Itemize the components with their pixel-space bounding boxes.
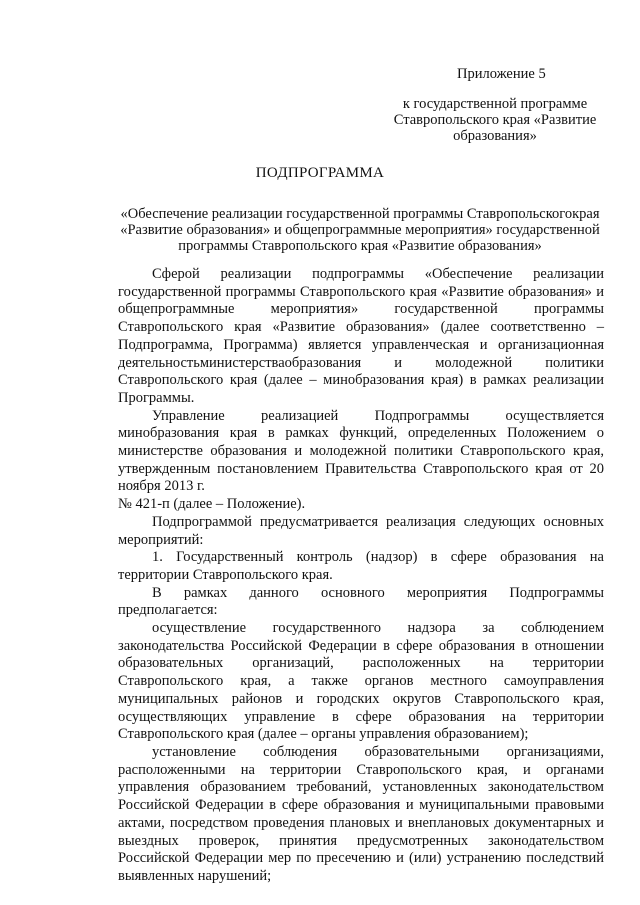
paragraph: Подпрограммой предусматривается реализация следующих основных мероприятий:	[118, 513, 604, 548]
page-title: ПОДПРОГРАММА	[255, 165, 385, 181]
appendix-block	[395, 66, 595, 144]
paragraph: установление соблюдения образовательными организациями, расположенными на территории Ставропольского края, и органами управления образованием требований, установленных законодательством Российской Федерации в сфере образования и муниципальными правовыми актами, посредством проведения плановых и внеплановых документарных и выездных проверок, принятия предусмотренных законодательством Российской Федерации мер по пресечению и (или) устранению последствий выявленных нарушений;	[118, 743, 604, 884]
body-text	[118, 266, 604, 886]
paragraph: осуществление государственного надзора за соблюдением законодательства Российской Федерации в сфере образования в отношении образовательных организаций, расположенных на территории Ставропольского края, а также органов местного самоуправления муниципальных районов и городских округов Ставропольского края, осуществляющих управление в сфере образования на территории Ставропольского края (далее – органы управления образованием);	[118, 620, 604, 743]
appendix-reference: к государственной программе Ставропольского края «Развитие образования»	[393, 96, 597, 144]
paragraph: В рамках данного основного мероприятия Подпрограммы предполагается:	[118, 584, 604, 619]
paragraph: 1. Государственный контроль (надзор) в сфере образования на территории Ставропольского края.	[118, 549, 604, 583]
subprogram-name: «Обеспечение реализации государственной программы Ставропольскогокрая «Развитие образования» и общепрограммные мероприятия» государственной программы Ставропольского края «Развитие образования»	[120, 206, 600, 254]
paragraph: № 421-п (далее – Положение).	[118, 496, 306, 513]
paragraph: Управление реализацией Подпрограммы осуществляется минобразования края в рамках функций, определенных Положением о министерстве образования и молодежной политики Ставропольского края, утвержденным постановлением Правительства Ставропольского края от 20 ноября 2013 г.	[118, 407, 604, 495]
paragraph: Сферой реализации подпрограммы «Обеспечение реализации государственной программы Ставропольского края «Развитие образования» и общепрограммные мероприятия» государственной программы Ставропольского края «Развитие образования» (далее соответственно – Подпрограмма, Программа) является управленческая и организационная деятельностьминистерстваобразования и молодежной политики Ставропольского края (далее – минобразования края) в рамках реализации Программы.	[118, 266, 604, 406]
appendix-label: Приложение 5	[457, 66, 546, 82]
